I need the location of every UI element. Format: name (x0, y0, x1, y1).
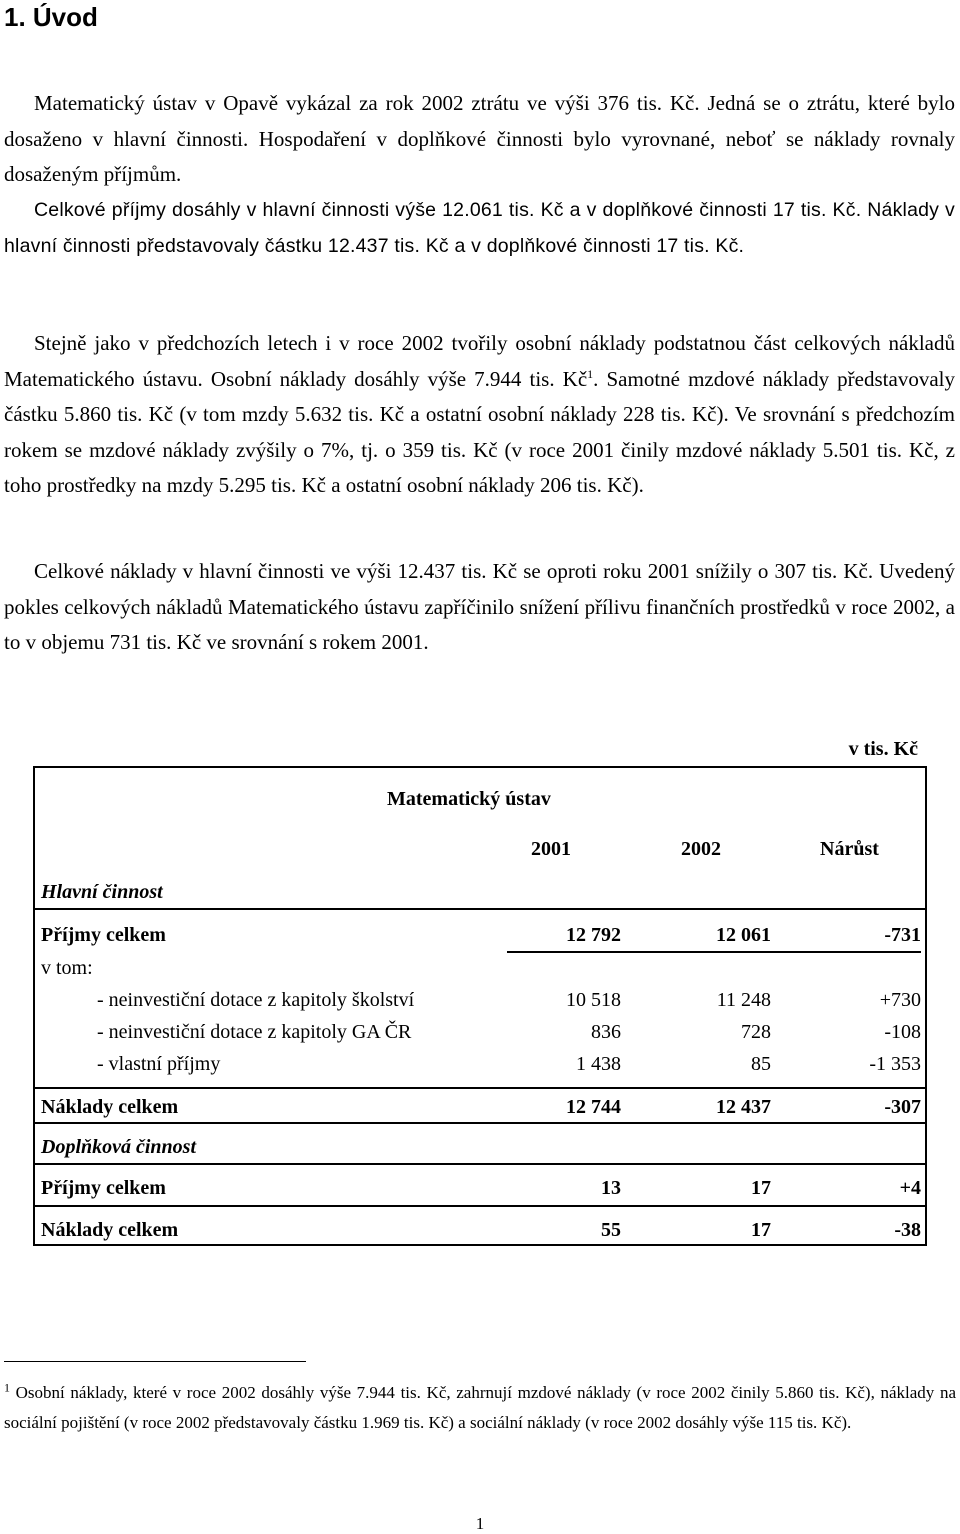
row-own-income-growth: -1 353 (869, 1053, 921, 1075)
row-own-income-label: - vlastní příjmy (97, 1053, 221, 1075)
row-side-income-growth: +4 (899, 1177, 921, 1199)
divider-line (35, 908, 925, 910)
row-subsidy-school-2001: 10 518 (566, 989, 621, 1011)
paragraph-income-text: Celkové příjmy dosáhly v hlavní činnosti výše 12.061 tis. Kč a v doplňkové činnosti 17 tis. Kč. Náklady v hlavní činnosti představovaly částku 12.437 tis. Kč a v doplňkové činnosti 17 tis. Kč. (4, 199, 955, 257)
row-side-costs-2002: 17 (751, 1219, 771, 1241)
row-side-income-2001: 13 (601, 1177, 621, 1199)
paragraph-personal-costs-text-b: . Samotné mzdové náklady představovaly částku 5.860 tis. Kč (v tom mzdy 5.632 tis. Kč a ostatní osobní náklady 228 tis. Kč). Ve srovnání s předchozím rokem se mzdové náklady zvýšily o 7%, tj. o 359 tis. Kč (v roce 2001 činily mzdové náklady 5.501 tis. Kč, z toho prostředky na mzdy 5.295 tis. Kč a ostatní osobní náklady 206 tis. Kč). (4, 366, 955, 497)
footnote-text: Osobní náklady, které v roce 2002 dosáhly výše 7.944 tis. Kč, zahrnují mzdové náklady (v roce 2002 činily 5.860 tis. Kč), náklady na sociální pojištění (v roce 2002 představovaly částku 1.969 tis. Kč) a sociální náklady (v roce 2002 dosáhly výše 115 tis. Kč). (4, 1383, 956, 1432)
paragraph-personal-costs (4, 326, 955, 504)
row-income-total-2001: 12 792 (566, 924, 621, 946)
row-income-total-2002: 12 061 (716, 924, 771, 946)
page-number: 1 (475, 1514, 485, 1533)
row-subsidy-gacr-2001: 836 (591, 1021, 621, 1043)
paragraph-loss (4, 86, 955, 193)
column-header-2001: 2001 (531, 838, 571, 860)
row-own-income-2002: 85 (751, 1053, 771, 1075)
divider-line (35, 1087, 925, 1089)
column-header-2002: 2002 (681, 838, 721, 860)
footnote-mark: 1 (4, 1380, 10, 1395)
divider-line (507, 951, 921, 953)
row-side-costs-growth: -38 (894, 1219, 921, 1241)
row-subsidy-gacr-label: - neinvestiční dotace z kapitoly GA ČR (97, 1021, 412, 1043)
row-subsidy-school-label: - neinvestiční dotace z kapitoly školství (97, 989, 415, 1011)
row-subsidy-gacr-2002: 728 (741, 1021, 771, 1043)
table-title: Matematický ústav (387, 788, 551, 810)
row-income-total-label: Příjmy celkem (41, 924, 166, 946)
row-of-which-label: v tom: (41, 957, 93, 979)
divider-line (35, 1122, 925, 1124)
paragraph-income (4, 193, 955, 264)
paragraph-loss-text: Matematický ústav v Opavě vykázal za rok 2002 ztrátu ve výši 376 tis. Kč. Jedná se o ztrátu, které bylo dosaženo v hlavní činnosti. Hospodaření v doplňkové činnosti bylo vyrovnané, neboť se náklady rovnaly dosaženým příjmům. (4, 91, 955, 186)
row-costs-total-label: Náklady celkem (41, 1096, 179, 1118)
row-costs-total-2002: 12 437 (716, 1096, 771, 1118)
row-costs-total-2001: 12 744 (566, 1096, 621, 1118)
footnote-reference[interactable]: 1 (587, 366, 594, 381)
row-subsidy-gacr-growth: -108 (884, 1021, 921, 1043)
section-side-activity: Doplňková činnost (41, 1136, 197, 1158)
page-title: 1. Úvod (4, 2, 98, 32)
table-unit: v tis. Kč (848, 738, 918, 760)
footnote-separator (4, 1361, 306, 1362)
row-income-total-growth: -731 (884, 924, 921, 946)
row-side-income-label: Příjmy celkem (41, 1177, 166, 1199)
row-own-income-2001: 1 438 (576, 1053, 621, 1075)
column-header-growth: Nárůst (820, 838, 879, 860)
divider-line (35, 1205, 925, 1207)
paragraph-total-costs (4, 554, 955, 661)
row-subsidy-school-growth: +730 (879, 989, 921, 1011)
section-main-activity: Hlavní činnost (41, 881, 163, 903)
divider-line (35, 1163, 925, 1165)
row-side-costs-label: Náklady celkem (41, 1219, 179, 1241)
row-side-income-2002: 17 (751, 1177, 771, 1199)
row-costs-total-growth: -307 (884, 1096, 921, 1118)
paragraph-total-costs-text: Celkové náklady v hlavní činnosti ve výši 12.437 tis. Kč se oproti roku 2001 snížily o 307 tis. Kč. Uvedený pokles celkových nákladů Matematického ústavu zapříčinilo snížení přílivu finančních prostředků v roce 2002, a to v objemu 731 tis. Kč ve srovnání s rokem 2001. (4, 559, 955, 654)
paragraph-personal-costs-text-a: Stejně jako v předchozích letech i v roce 2002 tvořily osobní náklady podstatnou část celkových nákladů Matematického ústavu. Osobní náklady dosáhly výše 7.944 tis. Kč (4, 331, 955, 391)
row-subsidy-school-2002: 11 248 (716, 989, 771, 1011)
finance-table (33, 766, 927, 1246)
footnote (4, 1378, 956, 1438)
row-side-costs-2001: 55 (601, 1219, 621, 1241)
